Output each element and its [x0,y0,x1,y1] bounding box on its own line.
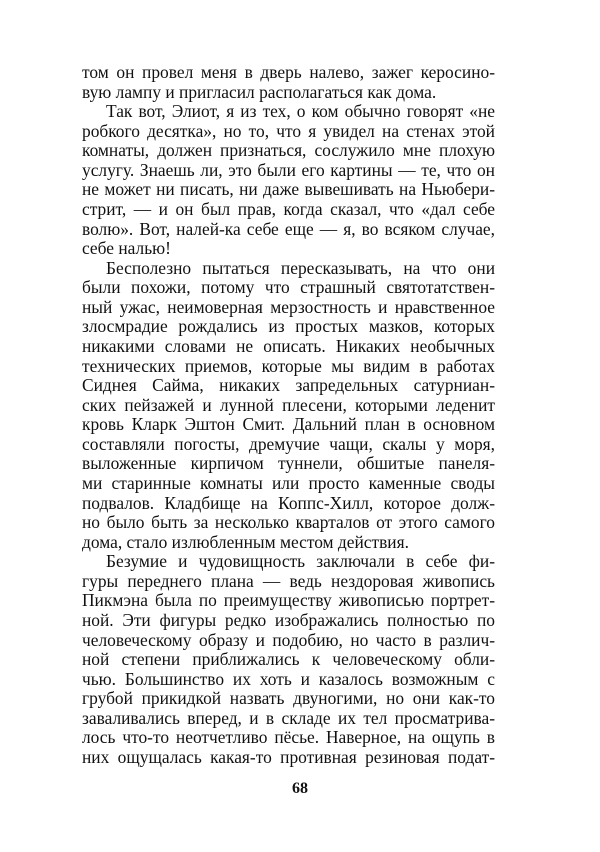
text-line: заваливались вперед, и в складе их тел просматрива- [82,707,495,728]
text-line: ских пейзажей и лунной плесени, которыми леденит [82,394,495,415]
paragraph-start-line: Безумие и чудовищность заключали в себе фи- [106,551,495,572]
text-line: но было быть за несколько кварталов от этого самого [82,512,495,533]
text-line: составляли погосты, дремучие чащи, скалы у моря, [82,433,495,454]
text-line: чью. Большинство их хоть и казалось возможным с [82,668,495,689]
page-number: 68 [292,780,308,797]
text-line: ми старинные комнаты или просто каменные своды [82,473,495,493]
text-line: вую лампу и пригласил располагаться как дома. [82,81,437,102]
text-line: злосмрадие рождались из простых мазков, которых [82,316,495,337]
text-line: волю». Вот, налей-ка себе еще — я, во всяком случае, [82,218,495,239]
text-line: были похожи, потому что страшный святотатствен- [82,277,495,298]
text-line: подвалов. Кладбище на Коппс-Хилл, которое долж- [82,492,495,513]
text-line: грубой прикидкой назвать двуногими, но они как-то [82,688,495,709]
text-line: Сиднея Сайма, никаких запредельных сатурниан- [82,375,495,396]
text-line: выложенные кирпичом туннели, обшитые панеля- [82,453,495,474]
text-line: себе налью! [82,238,171,259]
text-line: стрит, — и он был прав, когда сказал, что «дал себе [82,199,495,219]
paragraph-start-line: Так вот, Элиот, я из тех, о ком обычно говорят «не [106,101,495,122]
text-line: ной. Эти фигуры редко изображались полностью по [82,610,495,630]
text-line: услугу. Знаешь ли, это были его картины — те, что он [82,159,495,180]
paragraph-start-line: Бесполезно пытаться пересказывать, на что они [106,257,495,278]
text-line: ной степени приближались к человеческому обли- [82,649,495,670]
text-line: Пикмэна была по преимуществу живописью портрет- [82,590,495,611]
text-line: человеческому образу и подобию, но часто в различ- [82,629,495,650]
text-line: ный ужас, неимоверная мерзостность и нравственное [82,296,495,317]
text-line: никакими словами не описать. Никаких необычных [82,336,495,356]
text-line: них ощущалась какая-то противная резиновая подат- [82,747,495,767]
text-line: дома, стало излюбленным местом действия. [82,531,409,552]
text-line: технических приемов, которые мы видим в работах [82,355,495,376]
text-line: не может ни писать, ни даже вывешивать на Ньюбери- [82,179,495,200]
text-line: кровь Кларк Эштон Смит. Дальний план в основном [82,414,495,435]
text-line: лось что-то неотчетливо пёсье. Наверное, на ощупь в [82,727,495,748]
text-line: том он провел меня в дверь налево, зажег керосино- [82,62,495,82]
text-line: комнаты, должен признаться, сослужило мне плохую [82,140,495,161]
text-line: гуры переднего плана — ведь нездоровая живопись [82,570,495,591]
text-line: робкого десятка», но то, что я увидел на стенах этой [82,120,495,141]
